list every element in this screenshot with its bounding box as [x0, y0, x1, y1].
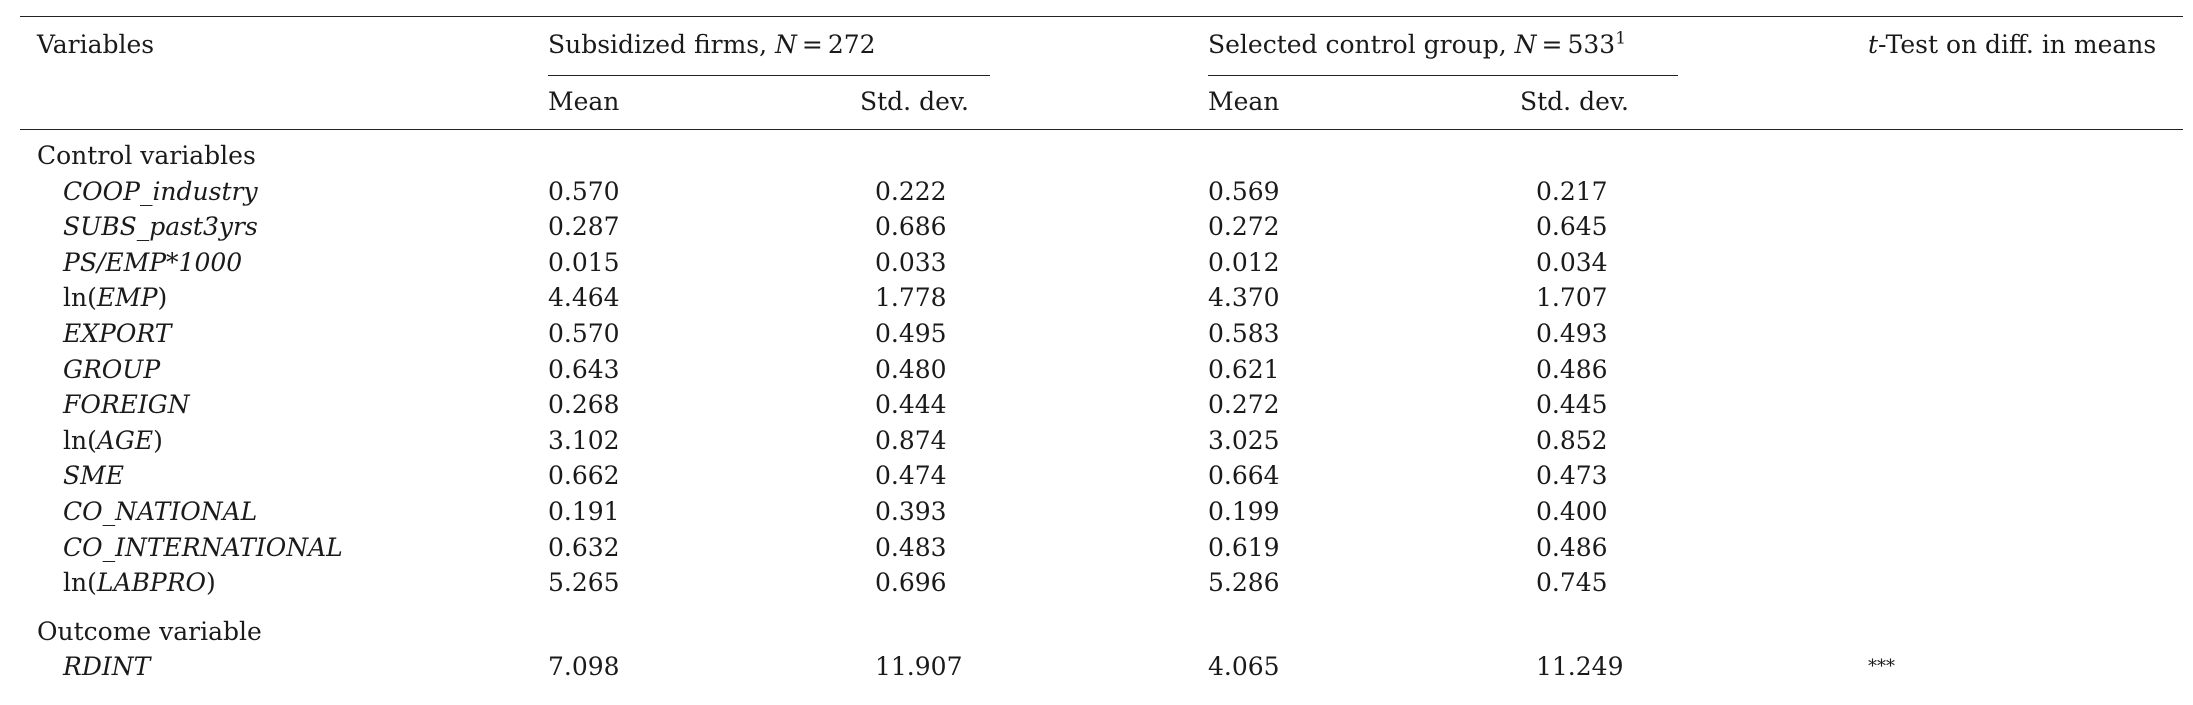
subsidized-mean-value: 0.570	[548, 319, 620, 348]
control-mean-value: 0.012	[1208, 247, 1280, 277]
control-mean-value: 3.025	[1208, 425, 1280, 455]
variable-name: SME	[63, 461, 124, 491]
control-mean-value: 0.272	[1208, 390, 1280, 420]
control-std-dev-value: 0.445	[1536, 390, 1608, 420]
control-mean-value: 0.272	[1208, 212, 1280, 242]
variable-name: CO_INTERNATIONAL	[63, 532, 343, 562]
control-mean-value: 4.065	[1208, 652, 1280, 682]
control-std-dev-value: 1.707	[1536, 283, 1608, 313]
subsidized-std-dev-value: 0.696	[875, 568, 947, 598]
control-mean-value: 0.619	[1208, 532, 1280, 562]
variable-name: ln(AGE)	[63, 425, 163, 455]
subsidized-mean-value: 0.570	[548, 176, 620, 206]
control-std-dev-value: 11.249	[1536, 652, 1624, 682]
subsidized-mean-value: 3.102	[548, 425, 620, 455]
control-std-dev-value: 0.852	[1536, 425, 1608, 455]
header-subsidized-mean: Mean	[548, 87, 620, 116]
variable-name: PS/EMP*1000	[63, 247, 243, 277]
section-title: Control variables	[37, 141, 256, 170]
section-title: Outcome variable	[37, 616, 262, 646]
control-mean-value: 0.664	[1208, 461, 1280, 491]
subsidized-std-dev-value: 0.686	[875, 212, 947, 242]
subsidized-std-dev-value: 0.474	[875, 461, 947, 491]
header-control-mean: Mean	[1208, 87, 1280, 116]
control-std-dev-value: 0.486	[1536, 532, 1608, 562]
subsidized-std-dev-value: 0.874	[875, 425, 947, 455]
control-std-dev-value: 0.493	[1536, 319, 1608, 348]
variable-name: SUBS_past3yrs	[63, 212, 258, 242]
header-variables: Variables	[37, 30, 155, 59]
control-std-dev-value: 0.486	[1536, 354, 1608, 384]
header-bottom-rule	[20, 129, 2183, 130]
control-std-dev-value: 0.217	[1536, 176, 1608, 206]
subsidized-mean-value: 4.464	[548, 283, 620, 313]
t-test-significance: ***	[1868, 656, 1895, 678]
header-control-group: Selected control group, $N = 533^1$	[1208, 28, 1627, 59]
variable-name: COOP_industry	[63, 176, 258, 206]
subsidized-mean-value: 0.643	[548, 354, 620, 384]
subsidized-std-dev-value: 0.444	[875, 390, 947, 420]
control-subheader-rule	[1208, 75, 1678, 76]
control-mean-value: 4.370	[1208, 283, 1280, 313]
subsidized-mean-value: 0.662	[548, 461, 620, 491]
footnote-marker: 1	[1615, 28, 1627, 49]
subsidized-std-dev-value: 0.483	[875, 532, 947, 562]
top-rule	[20, 16, 2183, 17]
subsidized-mean-value: 7.098	[548, 652, 620, 682]
subsidized-std-dev-value: 0.495	[875, 319, 947, 348]
variable-name: CO_NATIONAL	[63, 497, 258, 526]
variable-name: GROUP	[63, 354, 161, 384]
subsidized-mean-value: 0.015	[548, 247, 620, 277]
variable-name: RDINT	[63, 652, 151, 682]
control-std-dev-value: 0.034	[1536, 247, 1608, 277]
subsidized-mean-value: 0.191	[548, 497, 620, 526]
control-std-dev-value: 0.473	[1536, 461, 1608, 491]
control-mean-value: 0.583	[1208, 319, 1280, 348]
header-subsidized-std-dev: Std. dev.	[860, 87, 969, 116]
control-std-dev-value: 0.745	[1536, 568, 1608, 598]
subsidized-mean-value: 0.268	[548, 390, 620, 420]
control-mean-value: 0.621	[1208, 354, 1280, 384]
control-mean-value: 5.286	[1208, 568, 1280, 598]
variable-name: EXPORT	[63, 319, 172, 348]
subsidized-std-dev-value: 0.393	[875, 497, 947, 526]
control-mean-value: 0.199	[1208, 497, 1280, 526]
subsidized-std-dev-value: 1.778	[875, 283, 947, 313]
header-control-std-dev: Std. dev.	[1520, 87, 1629, 116]
subsidized-std-dev-value: 0.480	[875, 354, 947, 384]
subsidized-mean-value: 0.632	[548, 532, 620, 562]
subsidized-subheader-rule	[548, 75, 990, 76]
subsidized-mean-value: 5.265	[548, 568, 620, 598]
control-std-dev-value: 0.400	[1536, 497, 1608, 526]
header-subsidized-firms: Subsidized firms, N = 272	[548, 30, 876, 59]
header-t-test: t-Test on diff. in means	[1868, 30, 2157, 59]
control-std-dev-value: 0.645	[1536, 212, 1608, 242]
control-mean-value: 0.569	[1208, 176, 1280, 206]
variable-name: FOREIGN	[63, 390, 190, 420]
subsidized-std-dev-value: 0.222	[875, 176, 947, 206]
variable-name: ln(EMP)	[63, 283, 168, 313]
variable-name: ln(LABPRO)	[63, 568, 216, 598]
subsidized-std-dev-value: 11.907	[875, 652, 963, 682]
subsidized-std-dev-value: 0.033	[875, 247, 947, 277]
subsidized-mean-value: 0.287	[548, 212, 620, 242]
